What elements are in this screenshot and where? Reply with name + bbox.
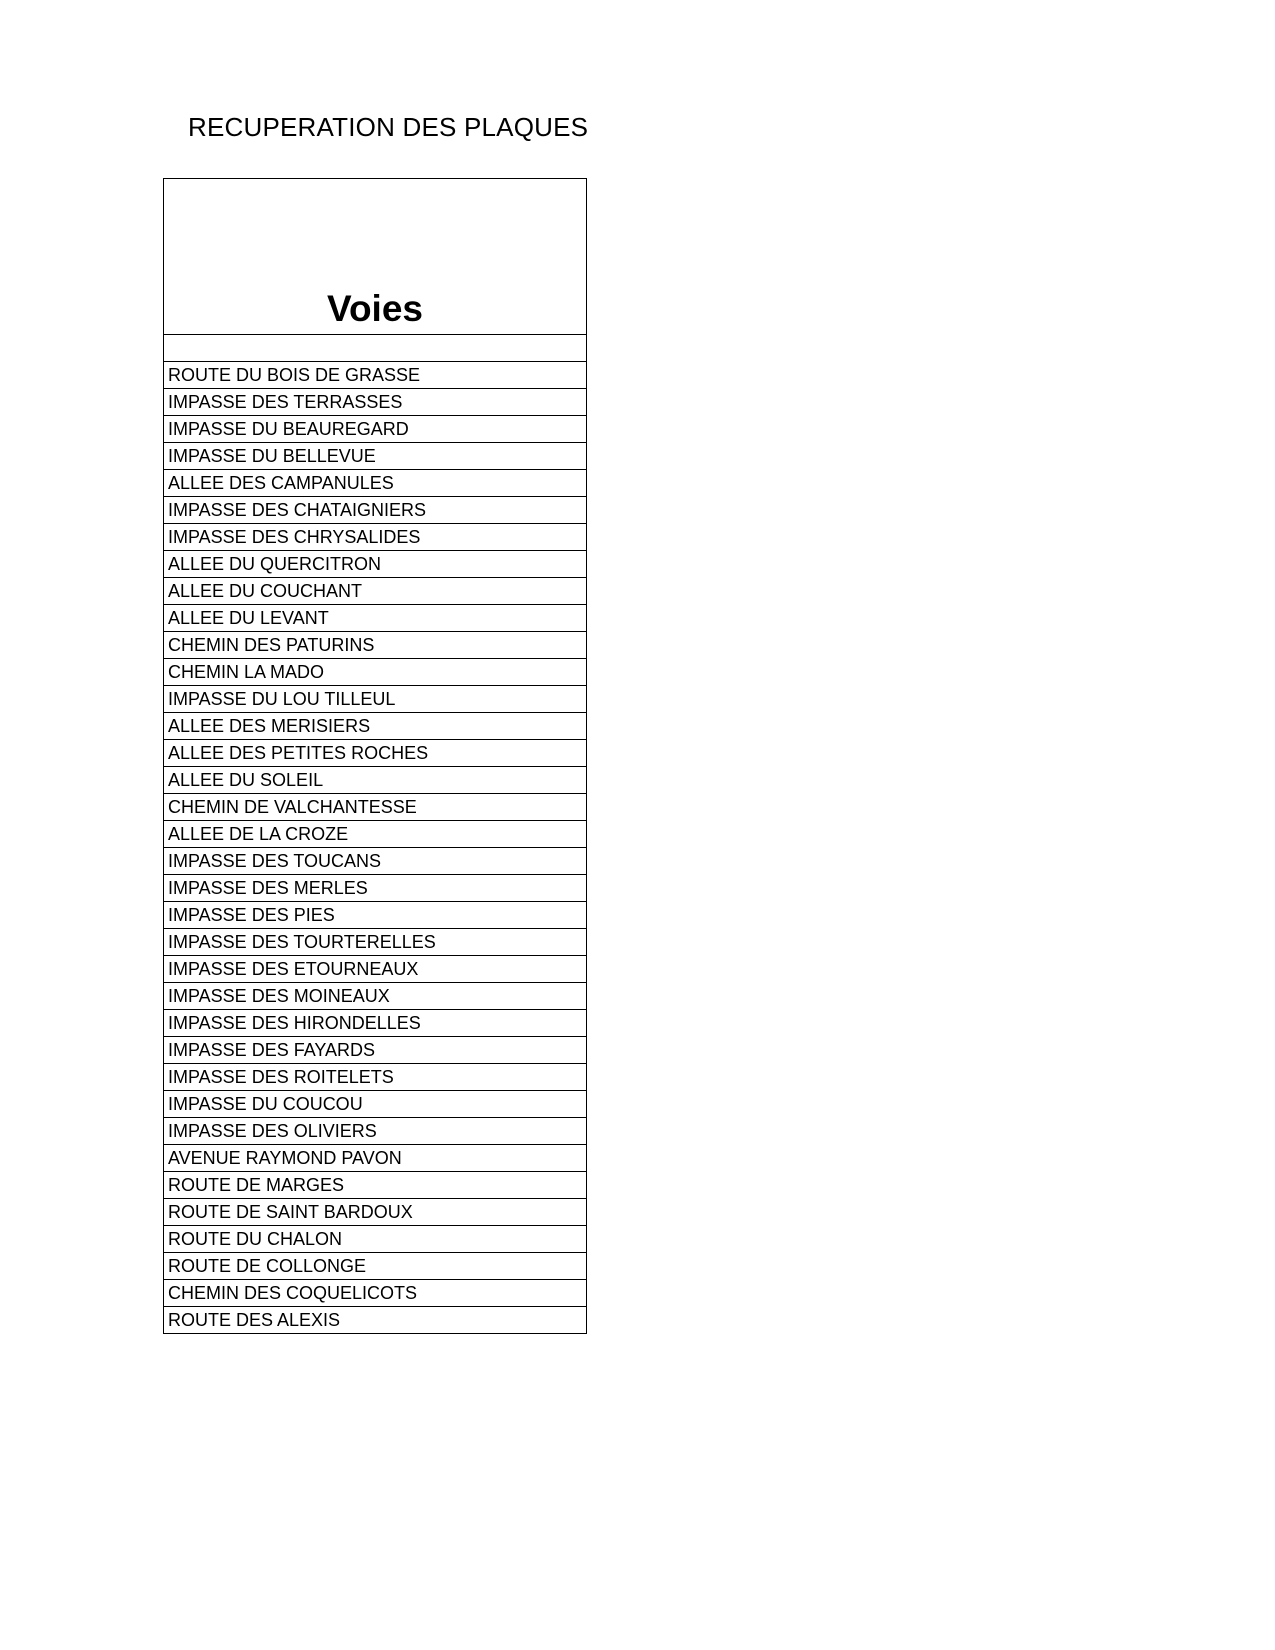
table-cell-voie: AVENUE RAYMOND PAVON xyxy=(164,1145,587,1172)
table-row xyxy=(164,794,587,821)
table-cell-voie: IMPASSE DES HIRONDELLES xyxy=(164,1010,587,1037)
table-cell-voie: IMPASSE DES CHATAIGNIERS xyxy=(164,497,587,524)
table-cell-voie: ROUTE DU CHALON xyxy=(164,1226,587,1253)
blank-cell xyxy=(164,335,587,362)
table-cell-voie: IMPASSE DES PIES xyxy=(164,902,587,929)
table-cell-voie: ALLEE DU SOLEIL xyxy=(164,767,587,794)
table-row xyxy=(164,902,587,929)
table-cell-voie: IMPASSE DES MOINEAUX xyxy=(164,983,587,1010)
table-header-voies: Voies xyxy=(164,179,587,335)
table-row xyxy=(164,1226,587,1253)
table-cell-voie: IMPASSE DES TOURTERELLES xyxy=(164,929,587,956)
table-row xyxy=(164,1199,587,1226)
table-cell-voie: IMPASSE DES ETOURNEAUX xyxy=(164,956,587,983)
table-cell-voie: CHEMIN DES COQUELICOTS xyxy=(164,1280,587,1307)
table-cell-voie: IMPASSE DES OLIVIERS xyxy=(164,1118,587,1145)
table-row xyxy=(164,443,587,470)
table-row xyxy=(164,929,587,956)
table-cell-voie: ALLEE DU COUCHANT xyxy=(164,578,587,605)
table-body xyxy=(164,335,587,1334)
table-row xyxy=(164,1280,587,1307)
document-title: RECUPERATION DES PLAQUES xyxy=(188,112,589,142)
table-row xyxy=(164,821,587,848)
table-cell-voie: IMPASSE DU LOU TILLEUL xyxy=(164,686,587,713)
table-cell-voie: ROUTE DE COLLONGE xyxy=(164,1253,587,1280)
table-row xyxy=(164,956,587,983)
table-cell-voie: ALLEE DES PETITES ROCHES xyxy=(164,740,587,767)
table-row xyxy=(164,551,587,578)
table-row xyxy=(164,632,587,659)
table-cell-voie: IMPASSE DES ROITELETS xyxy=(164,1064,587,1091)
table-row xyxy=(164,686,587,713)
table-cell-voie: IMPASSE DES CHRYSALIDES xyxy=(164,524,587,551)
table-row xyxy=(164,362,587,389)
table-row xyxy=(164,1253,587,1280)
table-row xyxy=(164,1118,587,1145)
table-cell-voie: IMPASSE DES TOUCANS xyxy=(164,848,587,875)
table-cell-voie: IMPASSE DU BEAUREGARD xyxy=(164,416,587,443)
table-cell-voie: ALLEE DES CAMPANULES xyxy=(164,470,587,497)
table-cell-voie: ROUTE DE SAINT BARDOUX xyxy=(164,1199,587,1226)
table-cell-voie: CHEMIN DES PATURINS xyxy=(164,632,587,659)
table-cell-voie: CHEMIN LA MADO xyxy=(164,659,587,686)
table-blank-row xyxy=(164,335,587,362)
table-row xyxy=(164,1091,587,1118)
table-row xyxy=(164,416,587,443)
table-cell-voie: ALLEE DU LEVANT xyxy=(164,605,587,632)
table-cell-voie: IMPASSE DU BELLEVUE xyxy=(164,443,587,470)
table-row xyxy=(164,848,587,875)
table-row xyxy=(164,713,587,740)
table-cell-voie: ROUTE DE MARGES xyxy=(164,1172,587,1199)
table-cell-voie: ROUTE DU BOIS DE GRASSE xyxy=(164,362,587,389)
table-row xyxy=(164,1145,587,1172)
table-row xyxy=(164,983,587,1010)
table-row xyxy=(164,659,587,686)
table-cell-voie: IMPASSE DES FAYARDS xyxy=(164,1037,587,1064)
table-row xyxy=(164,740,587,767)
table-row xyxy=(164,524,587,551)
table-cell-voie: ALLEE DE LA CROZE xyxy=(164,821,587,848)
voies-table xyxy=(163,178,587,1334)
table-row xyxy=(164,1010,587,1037)
table-row xyxy=(164,767,587,794)
table-cell-voie: IMPASSE DU COUCOU xyxy=(164,1091,587,1118)
table-cell-voie: IMPASSE DES MERLES xyxy=(164,875,587,902)
table-row xyxy=(164,875,587,902)
table-cell-voie: IMPASSE DES TERRASSES xyxy=(164,389,587,416)
table-header-row xyxy=(164,179,587,335)
table-cell-voie: ROUTE DES ALEXIS xyxy=(164,1307,587,1334)
table-row xyxy=(164,470,587,497)
table-row xyxy=(164,1307,587,1334)
table-row xyxy=(164,578,587,605)
table-cell-voie: CHEMIN DE VALCHANTESSE xyxy=(164,794,587,821)
table-row xyxy=(164,605,587,632)
table-row xyxy=(164,1172,587,1199)
table-row xyxy=(164,389,587,416)
table-cell-voie: ALLEE DU QUERCITRON xyxy=(164,551,587,578)
table-row xyxy=(164,1037,587,1064)
table-cell-voie: ALLEE DES MERISIERS xyxy=(164,713,587,740)
table-row xyxy=(164,1064,587,1091)
table-row xyxy=(164,497,587,524)
